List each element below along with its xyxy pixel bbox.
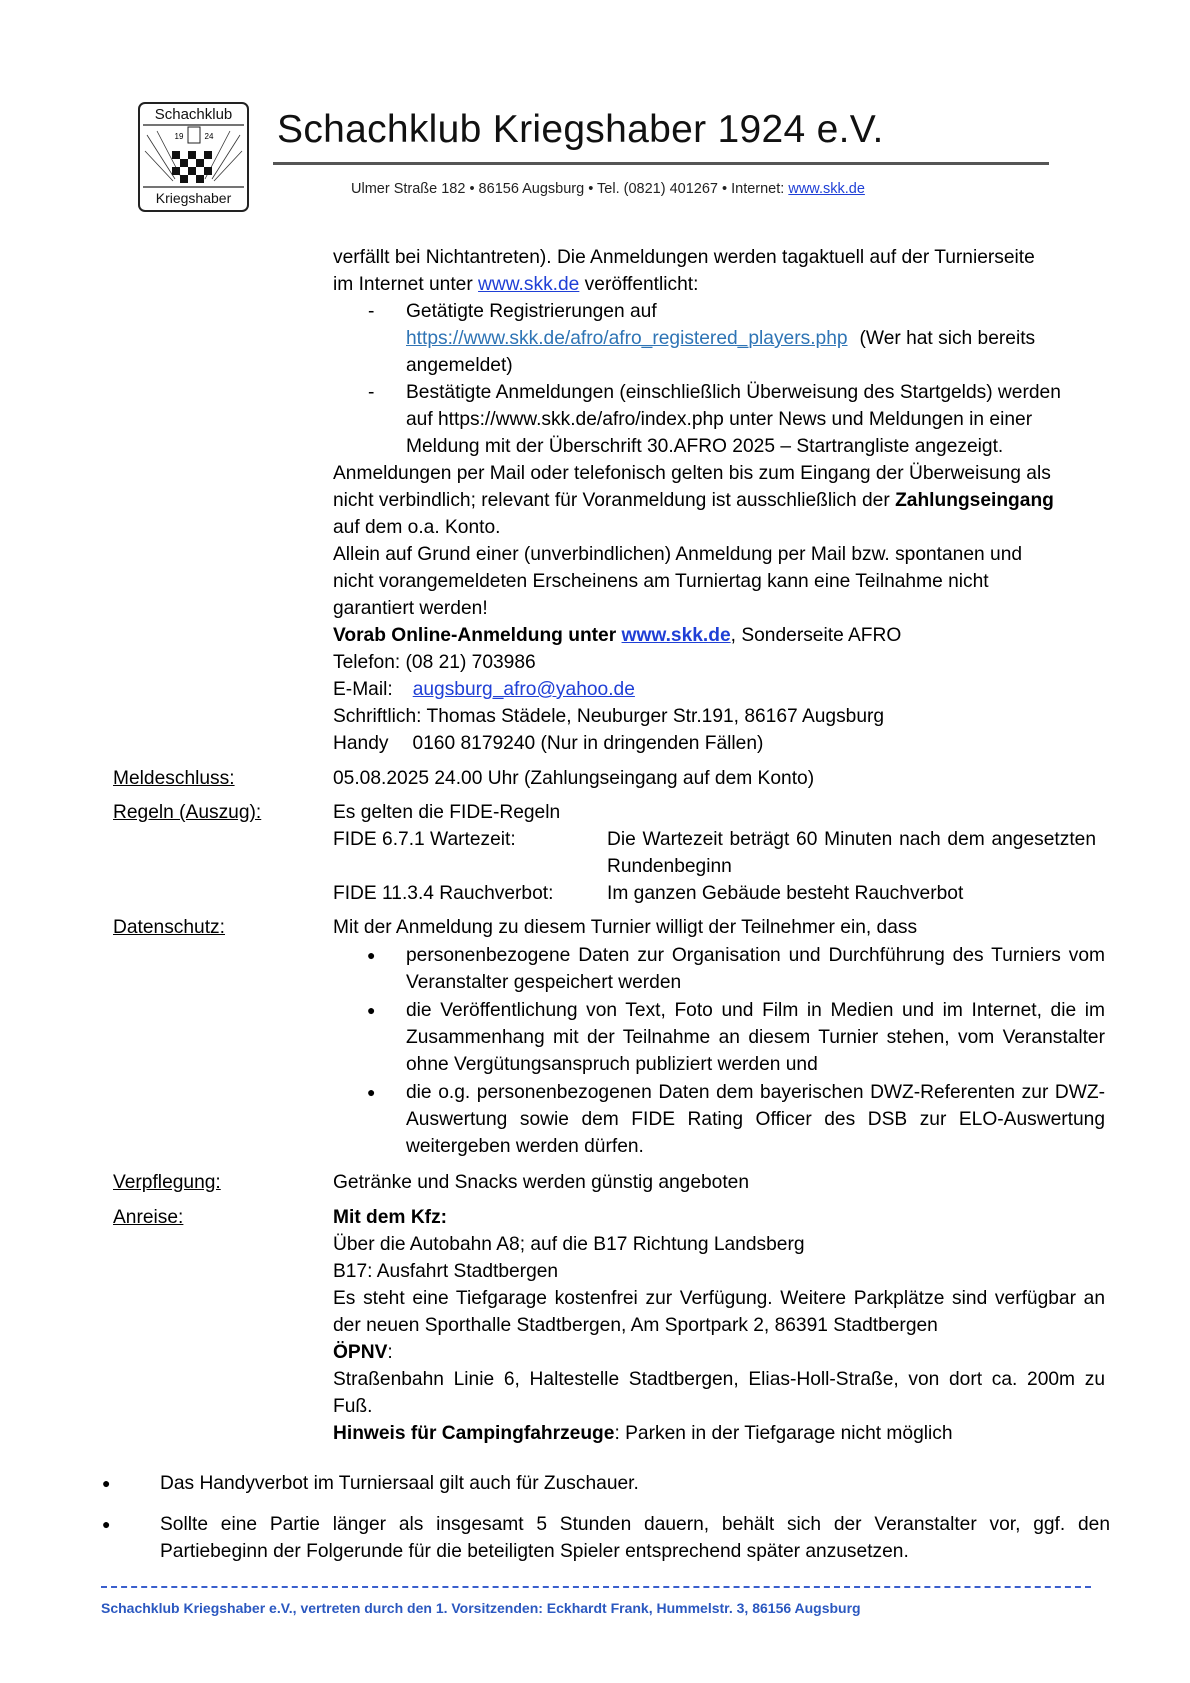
datenschutz-bullet-1: personenbezogene Daten zur Organisation und Durchführung des Turniers vom Veranstalter gespeichert werden <box>406 945 1105 993</box>
allein-line-3: garantiert werden! <box>333 598 488 619</box>
address-text: Ulmer Straße 182 • 86156 Augsburg • Tel. (0821) 401267 • Internet: <box>351 181 789 197</box>
datenschutz-bullet-1-dot <box>367 942 375 969</box>
logo-bottom-text: Kriegshaber <box>155 190 232 206</box>
datenschutz-bullet-2: die Veröffentlichung von Text, Foto und Film in Medien und im Internet, die im Zusammenhang mit der Teilnahme an diesem Turnier stehen, vom Veranstalter ohne Vergütungsanspruch publiziert werden und <box>406 1000 1105 1075</box>
club-title: Schachklub Kriegshaber 1924 e.V. <box>277 108 884 151</box>
note-partiedauer: Sollte eine Partie länger als insgesamt 5 Stunden dauern, behält sich der Veranstalter vor, ggf. den Partiebeginn der Folgerunde für die beteiligten Spieler entsprechend später anzusetzen. <box>160 1514 1110 1562</box>
logo-top-text: Schachklub <box>154 106 233 123</box>
online-anmeldung-post: , Sonderseite AFRO <box>730 625 902 646</box>
handy-label: Handy <box>333 733 389 754</box>
verbindlich-line-2-text: nicht verbindlich; relevant für Voranmeldung ist ausschließlich der <box>333 490 896 511</box>
anreise-oepnv-text: Straßenbahn Linie 6, Haltestelle Stadtbergen, Elias-Holl-Straße, von dort ca. 200m zu Fuß. <box>333 1369 1105 1417</box>
footer-text: Schachklub Kriegshaber e.V., vertreten durch den 1. Vorsitzenden: Eckhardt Frank, Hummelstr. 3, 86156 Augsburg <box>101 1600 861 1616</box>
logo-year-left: 19 <box>174 132 184 141</box>
dash-bullet-1: - <box>368 301 375 322</box>
handy-line <box>333 730 763 757</box>
header-website-link[interactable]: www.skk.de <box>788 181 865 197</box>
datenschutz-label: Datenschutz: <box>113 917 225 938</box>
zahlungseingang-bold: Zahlungseingang <box>895 490 1054 511</box>
anmeldung-line-2-post: veröffentlicht: <box>579 274 699 295</box>
anreise-kfz-line-2: B17: Ausfahrt Stadtbergen <box>333 1261 559 1282</box>
email-link[interactable]: augsburg_afro@yahoo.de <box>412 679 635 700</box>
meldeschluss-value: 05.08.2025 24.00 Uhr (Zahlungseingang auf dem Konto) <box>333 768 815 789</box>
schriftlich-line: Schriftlich: Thomas Städele, Neuburger Str.191, 86167 Augsburg <box>333 706 885 727</box>
datenschutz-bullet-3: die o.g. personenbezogenen Daten dem bayerischen DWZ-Referenten zur DWZ-Auswertung sowie dem FIDE Rating Officer des DSB zur ELO-Auswertung weitergeben werden dürfen. <box>406 1082 1105 1157</box>
registrierungen-line-2 <box>406 325 1035 352</box>
logo-year-right: 24 <box>204 132 214 141</box>
footer-divider <box>101 1586 1091 1588</box>
camping-bold: Hinweis für Campingfahrzeuge <box>333 1423 615 1444</box>
online-anmeldung-link[interactable]: www.skk.de <box>621 625 731 646</box>
allein-line-1: Allein auf Grund einer (unverbindlichen) Anmeldung per Mail bzw. spontanen und <box>333 544 1023 565</box>
regeln-intro: Es gelten die FIDE-Regeln <box>333 802 561 823</box>
regel-rauchverbot-label: FIDE 11.3.4 Rauchverbot: <box>333 883 554 904</box>
anmeldung-line-1: verfällt bei Nichtantreten). Die Anmeldungen werden tagaktuell auf der Turnierseite <box>333 247 1035 268</box>
online-anmeldung-label: Vorab Online-Anmeldung unter <box>333 625 622 646</box>
note-handyverbot: Das Handyverbot im Turniersaal gilt auch für Zuschauer. <box>160 1473 639 1494</box>
header-address <box>351 181 865 197</box>
note-1-dot <box>102 1470 110 1497</box>
bestaetigte-line-1: Bestätigte Anmeldungen (einschließlich Überweisung des Startgelds) werden <box>406 382 1061 403</box>
email-label: E-Mail: <box>333 679 393 700</box>
anmeldung-line-2-pre: im Internet unter <box>333 274 479 295</box>
regel-wartezeit-label: FIDE 6.7.1 Wartezeit: <box>333 829 516 850</box>
datenschutz-intro: Mit der Anmeldung zu diesem Turnier willigt der Teilnehmer ein, dass <box>333 917 918 938</box>
regel-rauchverbot-value: Im ganzen Gebäude besteht Rauchverbot <box>607 883 964 904</box>
camping-rest: : Parken in der Tiefgarage nicht möglich <box>614 1423 953 1444</box>
dash-bullet-2: - <box>368 382 375 403</box>
club-logo <box>137 101 250 213</box>
anmeldung-line-2 <box>333 271 698 298</box>
datenschutz-bullet-2-dot <box>367 997 375 1024</box>
anreise-label: Anreise: <box>113 1207 184 1228</box>
skk-website-link[interactable]: www.skk.de <box>478 274 580 295</box>
registrierungen-line-3: angemeldet) <box>406 355 513 376</box>
anreise-parken: Es steht eine Tiefgarage kostenfrei zur Verfügung. Weitere Parkplätze sind verfügbar an der neuen Sporthalle Stadtbergen, Am Sportpark 2, 86391 Stadtbergen <box>333 1288 1105 1336</box>
anreise-camping <box>333 1420 953 1447</box>
bestaetigte-line-2: auf https://www.skk.de/afro/index.php unter News und Meldungen in einer <box>406 409 1033 430</box>
anreise-oepnv-title <box>333 1339 393 1366</box>
allein-line-2: nicht vorangemeldeten Erscheinens am Turniertag kann eine Teilnahme nicht <box>333 571 989 592</box>
oepnv-bold: ÖPNV <box>333 1342 388 1363</box>
regel-wartezeit-value: Die Wartezeit beträgt 60 Minuten nach dem angesetzten Rundenbeginn <box>607 829 1096 877</box>
oepnv-colon: : <box>387 1342 393 1363</box>
verpflegung-value: Getränke und Snacks werden günstig angeboten <box>333 1172 750 1193</box>
verbindlich-line-2 <box>333 487 1054 514</box>
handy-value: 0160 8179240 (Nur in dringenden Fällen) <box>412 733 764 754</box>
anreise-kfz-title: Mit dem Kfz: <box>333 1207 448 1228</box>
telefon-line: Telefon: (08 21) 703986 <box>333 652 536 673</box>
online-anmeldung-line <box>333 622 901 649</box>
registrierungen-note: (Wer hat sich bereits <box>859 328 1036 349</box>
datenschutz-bullet-3-dot <box>367 1079 375 1106</box>
meldeschluss-label: Meldeschluss: <box>113 768 235 789</box>
header-divider <box>273 162 1049 165</box>
verbindlich-line-1: Anmeldungen per Mail oder telefonisch gelten bis zum Eingang der Überweisung als <box>333 463 1051 484</box>
verpflegung-label: Verpflegung: <box>113 1172 221 1193</box>
regeln-label: Regeln (Auszug): <box>113 802 262 823</box>
bestaetigte-line-3: Meldung mit der Überschrift 30.AFRO 2025 – Startrangliste angezeigt. <box>406 436 1004 457</box>
registrierungen-line-1: Getätigte Registrierungen auf <box>406 301 657 322</box>
note-2-dot <box>102 1511 110 1538</box>
email-line <box>333 676 635 703</box>
verbindlich-line-3: auf dem o.a. Konto. <box>333 517 501 538</box>
registered-players-link[interactable]: https://www.skk.de/afro/afro_registered_players.php <box>406 328 848 349</box>
anreise-kfz-line-1: Über die Autobahn A8; auf die B17 Richtung Landsberg <box>333 1234 805 1255</box>
